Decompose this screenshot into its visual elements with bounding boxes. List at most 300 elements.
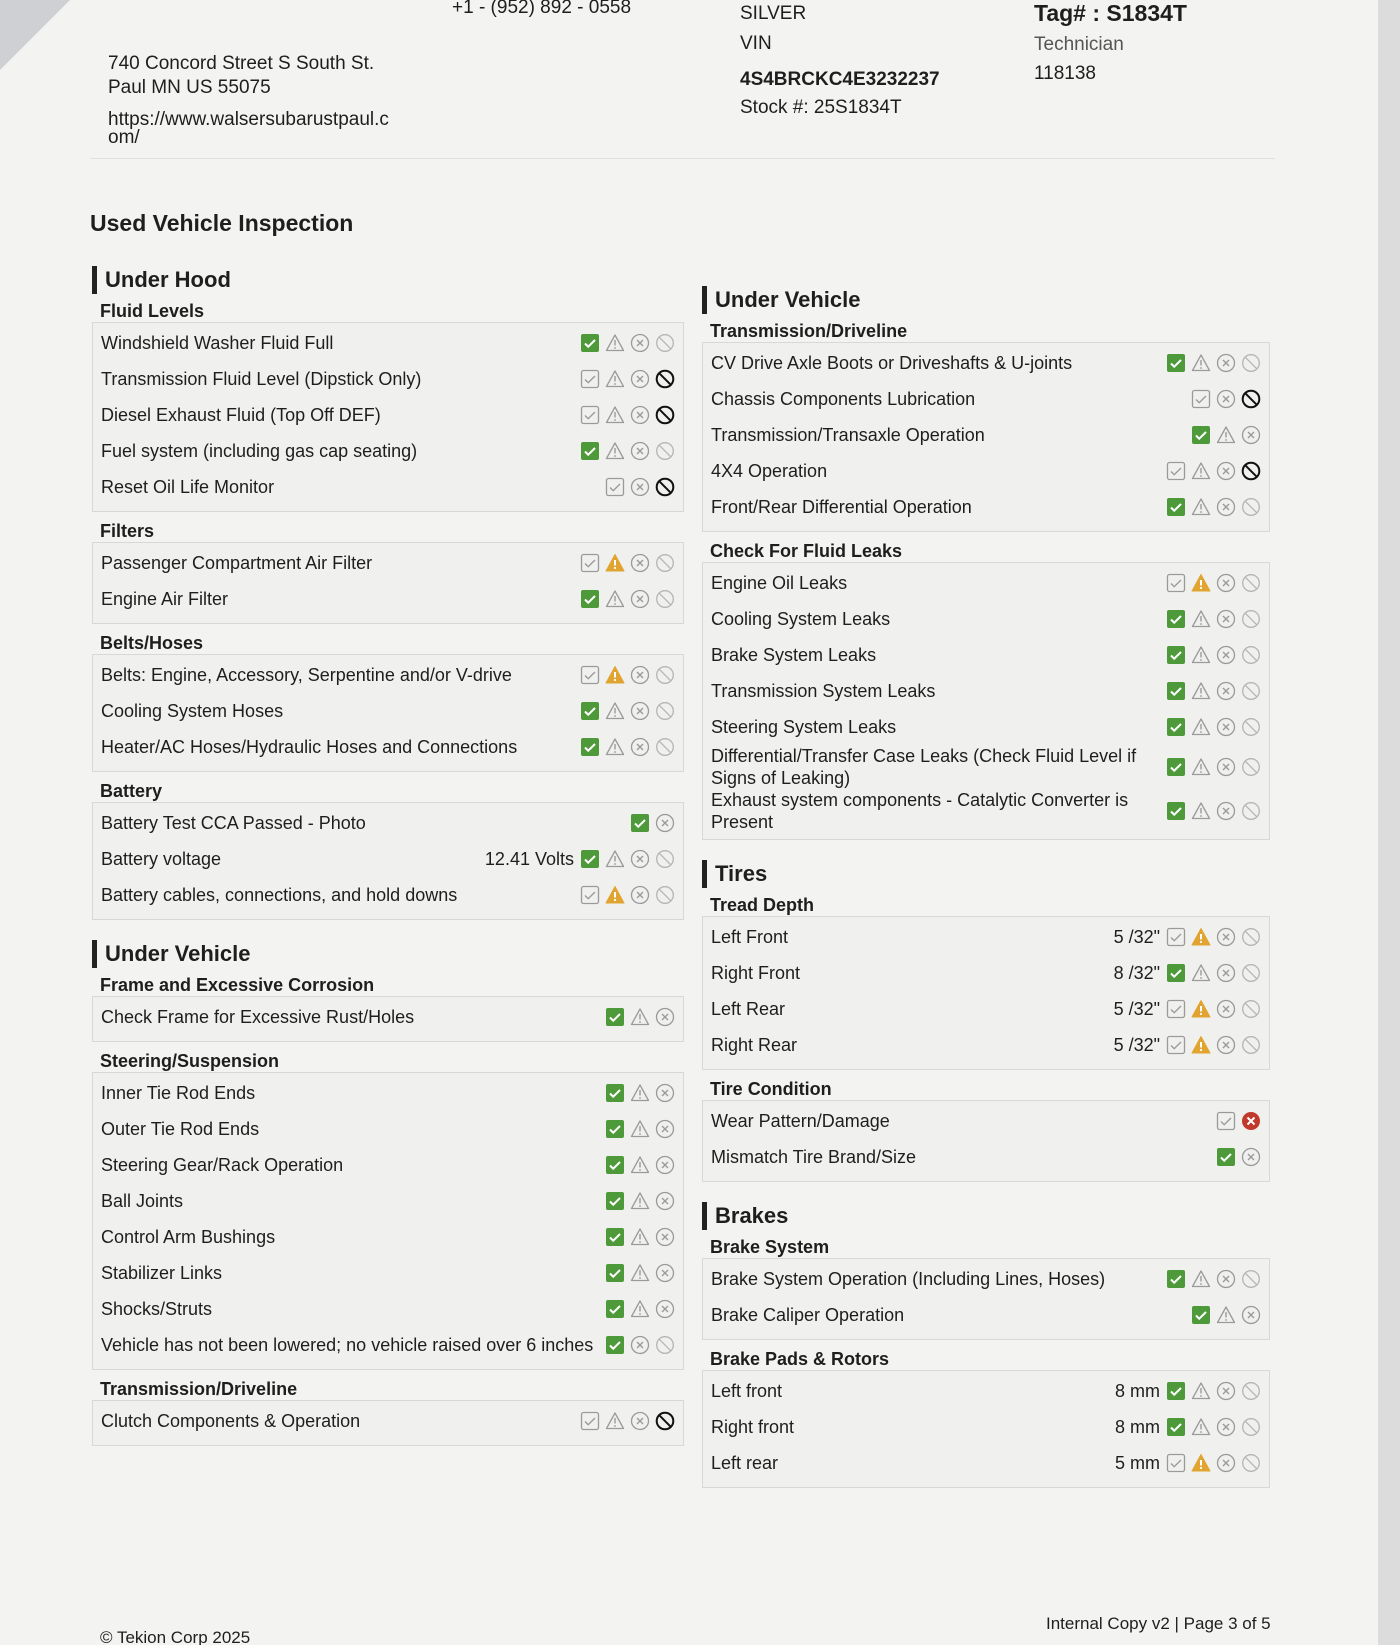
status-icons	[1166, 609, 1261, 629]
check-icon[interactable]	[580, 885, 600, 905]
check-icon[interactable]	[1191, 1305, 1211, 1325]
not-applicable-icon[interactable]	[1241, 609, 1261, 629]
item-label: Wear Pattern/Damage	[711, 1111, 890, 1131]
fail-icon[interactable]	[1216, 573, 1236, 593]
inspection-item-belts-engine-accessory-serpentine-and-or	[93, 657, 683, 693]
check-icon[interactable]	[580, 1411, 600, 1431]
check-icon[interactable]	[1166, 461, 1186, 481]
check-icon[interactable]	[1216, 1111, 1236, 1131]
warning-icon[interactable]	[1191, 1417, 1211, 1437]
check-icon[interactable]	[1166, 1269, 1186, 1289]
item-label: Steering System Leaks	[711, 717, 897, 737]
warning-icon[interactable]	[1191, 1381, 1211, 1401]
fail-icon[interactable]	[655, 1263, 675, 1283]
check-icon[interactable]	[605, 1227, 625, 1247]
inspection-item-inner-tie-rod-ends	[93, 1075, 683, 1111]
item-label: Engine Oil Leaks	[711, 573, 848, 593]
not-applicable-icon[interactable]	[1241, 645, 1261, 665]
inspection-item-cooling-system-leaks	[703, 601, 1269, 637]
check-icon[interactable]	[1216, 1147, 1236, 1167]
warning-icon[interactable]	[605, 885, 625, 905]
not-applicable-icon[interactable]	[1241, 999, 1261, 1019]
warning-icon[interactable]	[1216, 425, 1236, 445]
inspection-item-control-arm-bushings	[93, 1219, 683, 1255]
not-applicable-icon[interactable]	[655, 333, 675, 353]
inspection-item-battery-test-cca-passed-photo	[93, 805, 683, 841]
check-icon[interactable]	[605, 1335, 625, 1355]
item-label: Front/Rear Differential Operation	[711, 497, 972, 517]
status-icons	[605, 1191, 675, 1211]
inspection-item-right-front	[703, 1409, 1269, 1445]
section-title: Brakes	[702, 1202, 1270, 1230]
inspection-item-front-rear-differential-operation	[703, 489, 1269, 525]
fail-icon[interactable]	[1216, 963, 1236, 983]
warning-icon[interactable]	[1191, 801, 1211, 821]
warning-icon[interactable]	[605, 553, 625, 573]
inspection-item-chassis-components-lubrication	[703, 381, 1269, 417]
dealer-url-line1: https://www.walsersubarustpaul.c	[108, 109, 389, 130]
group-title-belts-hoses: Belts/Hoses	[100, 633, 204, 653]
status-icons	[1166, 717, 1261, 737]
item-measurement: 5 mm	[1115, 1453, 1160, 1473]
inspection-item-mismatch-tire-brand-size	[703, 1139, 1269, 1175]
not-applicable-icon[interactable]	[1241, 801, 1261, 821]
check-icon[interactable]	[1166, 353, 1186, 373]
fail-icon[interactable]	[1216, 1453, 1236, 1473]
not-applicable-icon[interactable]	[1241, 497, 1261, 517]
fail-icon[interactable]	[630, 553, 650, 573]
inspection-group	[702, 916, 1270, 1070]
fail-icon[interactable]	[1216, 497, 1236, 517]
warning-icon[interactable]	[1191, 645, 1211, 665]
warning-icon[interactable]	[605, 369, 625, 389]
group-title-steering-suspension: Steering/Suspension	[100, 1051, 280, 1071]
check-icon[interactable]	[1166, 717, 1186, 737]
item-measurement: 8 mm	[1115, 1417, 1160, 1437]
not-applicable-icon[interactable]	[1241, 1453, 1261, 1473]
warning-icon[interactable]	[1191, 999, 1211, 1019]
item-label: Stabilizer Links	[101, 1263, 223, 1283]
not-applicable-icon[interactable]	[655, 553, 675, 573]
fail-icon[interactable]	[655, 1191, 675, 1211]
item-label: Inner Tie Rod Ends	[101, 1083, 256, 1103]
check-icon[interactable]	[605, 1155, 625, 1175]
check-icon[interactable]	[580, 849, 600, 869]
inspection-item-diesel-exhaust-fluid-top-off-def	[93, 397, 683, 433]
warning-icon[interactable]	[1191, 927, 1211, 947]
fail-icon[interactable]	[1216, 999, 1236, 1019]
inspection-item-steering-gear-rack-operation	[93, 1147, 683, 1183]
group-title-brake-pads-rotors: Brake Pads & Rotors	[710, 1349, 890, 1369]
warning-icon[interactable]	[1191, 1269, 1211, 1289]
item-measurement: 8 /32"	[1113, 963, 1160, 983]
status-icons	[1166, 801, 1261, 821]
warning-icon[interactable]	[1191, 717, 1211, 737]
warning-icon[interactable]	[605, 849, 625, 869]
inspection-item-engine-air-filter	[93, 581, 683, 617]
dealer-phone: +1 - (952) 892 - 0558	[452, 0, 632, 18]
section-title: Under Vehicle	[92, 940, 684, 968]
check-icon[interactable]	[580, 333, 600, 353]
check-icon[interactable]	[1166, 681, 1186, 701]
fail-icon[interactable]	[1216, 461, 1236, 481]
not-applicable-icon[interactable]	[655, 1411, 675, 1431]
check-icon[interactable]	[605, 1299, 625, 1319]
fail-icon[interactable]	[1216, 1035, 1236, 1055]
inspection-group	[92, 322, 684, 512]
warning-icon[interactable]	[630, 1227, 650, 1247]
inspection-item-shocks-struts	[93, 1291, 683, 1327]
warning-icon[interactable]	[605, 1411, 625, 1431]
warning-icon[interactable]	[1191, 461, 1211, 481]
not-applicable-icon[interactable]	[655, 701, 675, 721]
item-label: Cooling System Leaks	[711, 609, 891, 629]
not-applicable-icon[interactable]	[655, 405, 675, 425]
fail-icon[interactable]	[655, 1007, 675, 1027]
item-label: Right front	[711, 1417, 795, 1437]
check-icon[interactable]	[605, 1007, 625, 1027]
vehicle-color: SILVER	[740, 3, 807, 24]
warning-icon[interactable]	[630, 1119, 650, 1139]
inspection-group	[702, 1100, 1270, 1182]
fail-icon[interactable]	[1216, 757, 1236, 777]
check-icon[interactable]	[580, 589, 600, 609]
status-icons	[605, 1263, 675, 1283]
warning-icon[interactable]	[630, 1083, 650, 1103]
item-label: 4X4 Operation	[711, 461, 828, 481]
item-label: Mismatch Tire Brand/Size	[711, 1147, 917, 1167]
inspection-group	[702, 1370, 1270, 1488]
status-icons	[630, 813, 675, 833]
warning-icon[interactable]	[1191, 609, 1211, 629]
check-icon[interactable]	[1166, 1381, 1186, 1401]
fail-icon[interactable]	[1241, 1111, 1261, 1131]
item-measurement: 5 /32"	[1113, 1035, 1160, 1055]
status-icons	[605, 1299, 675, 1319]
check-icon[interactable]	[605, 1119, 625, 1139]
item-label: Chassis Components Lubrication	[711, 389, 976, 409]
check-icon[interactable]	[580, 553, 600, 573]
group-title-fluid-levels: Fluid Levels	[100, 301, 205, 321]
fail-icon[interactable]	[630, 1411, 650, 1431]
not-applicable-icon[interactable]	[1241, 573, 1261, 593]
status-icons	[1216, 1147, 1261, 1167]
inspection-item-left-rear	[703, 1445, 1269, 1481]
inspection-item-engine-oil-leaks	[703, 565, 1269, 601]
inspection-item-transmission-system-leaks	[703, 673, 1269, 709]
inspection-item-right-rear	[703, 1027, 1269, 1063]
fail-icon[interactable]	[1216, 1381, 1236, 1401]
not-applicable-icon[interactable]	[1241, 1269, 1261, 1289]
inspection-group	[702, 562, 1270, 840]
not-applicable-icon[interactable]	[655, 1335, 675, 1355]
inspection-item-brake-system-operation-including-lines-h	[703, 1261, 1269, 1297]
check-icon[interactable]	[605, 1083, 625, 1103]
warning-icon[interactable]	[1191, 573, 1211, 593]
fail-icon[interactable]	[1216, 353, 1236, 373]
check-icon[interactable]	[1191, 425, 1211, 445]
check-icon[interactable]	[580, 701, 600, 721]
warning-icon[interactable]	[630, 1155, 650, 1175]
status-icons	[580, 737, 675, 757]
check-icon[interactable]	[1166, 573, 1186, 593]
inspection-item-exhaust-system-components-catalytic-conv	[703, 789, 1269, 833]
not-applicable-icon[interactable]	[1241, 1035, 1261, 1055]
fail-icon[interactable]	[655, 1119, 675, 1139]
status-icons	[605, 1119, 675, 1139]
status-icons	[605, 1155, 675, 1175]
item-label: Left rear	[711, 1453, 779, 1473]
fail-icon[interactable]	[1216, 609, 1236, 629]
technician-id: 118138	[1034, 63, 1096, 84]
item-label: Steering Gear/Rack Operation	[101, 1155, 344, 1175]
item-label: Battery cables, connections, and hold downs	[101, 885, 458, 905]
fail-icon[interactable]	[630, 849, 650, 869]
item-label: Diesel Exhaust Fluid (Top Off DEF)	[101, 405, 381, 425]
not-applicable-icon[interactable]	[1241, 353, 1261, 373]
section-title: Tires	[702, 860, 1270, 888]
fail-icon[interactable]	[1216, 1417, 1236, 1437]
item-label: Heater/AC Hoses/Hydraulic Hoses and Connections	[101, 737, 518, 757]
inspection-item-transmission-fluid-level-dipstick-only	[93, 361, 683, 397]
status-icons	[580, 701, 675, 721]
document-title: Used Vehicle Inspection	[90, 210, 354, 236]
warning-icon[interactable]	[630, 1299, 650, 1319]
check-icon[interactable]	[605, 1263, 625, 1283]
inspection-item-steering-system-leaks	[703, 709, 1269, 745]
check-icon[interactable]	[580, 441, 600, 461]
not-applicable-icon[interactable]	[1241, 717, 1261, 737]
fail-icon[interactable]	[655, 1155, 675, 1175]
check-icon[interactable]	[1191, 389, 1211, 409]
fail-icon[interactable]	[655, 813, 675, 833]
warning-icon[interactable]	[1191, 1453, 1211, 1473]
status-icons	[605, 1335, 675, 1355]
warning-icon[interactable]	[1191, 1035, 1211, 1055]
warning-icon[interactable]	[1191, 353, 1211, 373]
not-applicable-icon[interactable]	[655, 589, 675, 609]
item-label: Check Frame for Excessive Rust/Holes	[101, 1007, 415, 1027]
status-icons	[1166, 1269, 1261, 1289]
not-applicable-icon[interactable]	[1241, 461, 1261, 481]
status-icons	[1191, 389, 1261, 409]
status-icons	[1216, 1111, 1261, 1131]
tag-number: Tag# : S1834T	[1034, 0, 1187, 26]
warning-icon[interactable]	[605, 441, 625, 461]
fail-icon[interactable]	[630, 1335, 650, 1355]
group-title-tire-condition: Tire Condition	[710, 1079, 832, 1099]
fail-icon[interactable]	[655, 1227, 675, 1247]
fail-icon[interactable]	[1216, 645, 1236, 665]
inspection-item-fuel-system-including-gas-cap-seating	[93, 433, 683, 469]
status-icons	[1191, 425, 1261, 445]
check-icon[interactable]	[1166, 963, 1186, 983]
fail-icon[interactable]	[630, 701, 650, 721]
warning-icon[interactable]	[605, 701, 625, 721]
item-label: Engine Air Filter	[101, 589, 229, 609]
item-label: Outer Tie Rod Ends	[101, 1119, 260, 1139]
warning-icon[interactable]	[605, 589, 625, 609]
inspection-item-left-front	[703, 1373, 1269, 1409]
status-icons	[1166, 681, 1261, 701]
warning-icon[interactable]	[630, 1191, 650, 1211]
item-label: Passenger Compartment Air Filter	[101, 553, 373, 573]
inspection-item-stabilizer-links	[93, 1255, 683, 1291]
status-icons	[605, 1083, 675, 1103]
page-corner	[0, 0, 70, 70]
check-icon[interactable]	[605, 477, 625, 497]
status-icons	[580, 589, 675, 609]
inspection-item-windshield-washer-fluid-full	[93, 325, 683, 361]
warning-icon[interactable]	[1191, 497, 1211, 517]
check-icon[interactable]	[580, 405, 600, 425]
check-icon[interactable]	[580, 737, 600, 757]
inspection-item-wear-pattern-damage	[703, 1103, 1269, 1139]
section-under-vehicle	[702, 286, 1270, 840]
check-icon[interactable]	[605, 1191, 625, 1211]
check-icon[interactable]	[630, 813, 650, 833]
inspection-item-cooling-system-hoses	[93, 693, 683, 729]
inspection-group	[92, 654, 684, 772]
item-label: Transmission Fluid Level (Dipstick Only)	[101, 369, 422, 389]
not-applicable-icon[interactable]	[1241, 389, 1261, 409]
fail-icon[interactable]	[1216, 717, 1236, 737]
fail-icon[interactable]	[1216, 801, 1236, 821]
status-icons	[605, 1227, 675, 1247]
not-applicable-icon[interactable]	[1241, 1381, 1261, 1401]
check-icon[interactable]	[1166, 801, 1186, 821]
item-measurement: 12.41 Volts	[484, 849, 574, 869]
warning-icon[interactable]	[605, 737, 625, 757]
inspection-group	[92, 996, 684, 1042]
item-label: Control Arm Bushings	[101, 1227, 276, 1247]
item-label: Battery Test CCA Passed - Photo	[101, 813, 366, 833]
inspection-item-heater-ac-hoses-hydraulic-hoses-and-conn	[93, 729, 683, 765]
fail-icon[interactable]	[630, 885, 650, 905]
inspection-item-ball-joints	[93, 1183, 683, 1219]
not-applicable-icon[interactable]	[655, 477, 675, 497]
warning-icon[interactable]	[605, 665, 625, 685]
fail-icon[interactable]	[1216, 927, 1236, 947]
item-measurement: 5 /32"	[1113, 999, 1160, 1019]
item-label: Belts: Engine, Accessory, Serpentine and/or V-drive	[101, 665, 512, 685]
fail-icon[interactable]	[1241, 1147, 1261, 1167]
item-label: Brake Caliper Operation	[711, 1305, 905, 1325]
status-icons	[580, 885, 675, 905]
warning-icon[interactable]	[1191, 757, 1211, 777]
item-label: Battery voltage	[101, 849, 222, 869]
status-icons	[1166, 1035, 1261, 1055]
fail-icon[interactable]	[630, 369, 650, 389]
fail-icon[interactable]	[1241, 1305, 1261, 1325]
status-icons	[605, 1007, 675, 1027]
check-icon[interactable]	[1166, 645, 1186, 665]
status-icons	[1166, 927, 1261, 947]
fail-icon[interactable]	[1241, 425, 1261, 445]
not-applicable-icon[interactable]	[655, 737, 675, 757]
fail-icon[interactable]	[655, 1299, 675, 1319]
fail-icon[interactable]	[630, 665, 650, 685]
not-applicable-icon[interactable]	[655, 441, 675, 461]
left-column	[92, 266, 684, 1466]
item-label: Left Front	[711, 927, 789, 947]
not-applicable-icon[interactable]	[655, 885, 675, 905]
not-applicable-icon[interactable]	[1241, 927, 1261, 947]
fail-icon[interactable]	[630, 737, 650, 757]
warning-icon[interactable]	[630, 1263, 650, 1283]
status-icons	[605, 477, 675, 497]
item-label: Left Rear	[711, 999, 786, 1019]
not-applicable-icon[interactable]	[1241, 681, 1261, 701]
inspection-group	[702, 1258, 1270, 1340]
check-icon[interactable]	[1166, 999, 1186, 1019]
not-applicable-icon[interactable]	[655, 665, 675, 685]
check-icon[interactable]	[1166, 609, 1186, 629]
status-icons	[580, 1411, 675, 1431]
check-icon[interactable]	[1166, 757, 1186, 777]
fail-icon[interactable]	[1216, 681, 1236, 701]
warning-icon[interactable]	[1216, 1305, 1236, 1325]
fail-icon[interactable]	[630, 441, 650, 461]
warning-icon[interactable]	[605, 333, 625, 353]
section-under-hood	[92, 266, 684, 920]
right-column	[702, 286, 1270, 1508]
not-applicable-icon[interactable]	[655, 849, 675, 869]
not-applicable-icon[interactable]	[1241, 757, 1261, 777]
check-icon[interactable]	[1166, 927, 1186, 947]
check-icon[interactable]	[1166, 497, 1186, 517]
check-icon[interactable]	[1166, 1453, 1186, 1473]
item-label: Clutch Components & Operation	[101, 1411, 361, 1431]
status-icons	[580, 333, 675, 353]
item-label: Vehicle has not been lowered; no vehicle raised over 6 inches	[101, 1335, 594, 1355]
inspection-item-4x4-operation	[703, 453, 1269, 489]
item-label: Transmission System Leaks	[711, 681, 936, 701]
check-icon[interactable]	[580, 665, 600, 685]
fail-icon[interactable]	[655, 1083, 675, 1103]
status-icons	[1166, 757, 1261, 777]
not-applicable-icon[interactable]	[1241, 1417, 1261, 1437]
fail-icon[interactable]	[1216, 1269, 1236, 1289]
vin-label: VIN	[740, 33, 772, 54]
footer-page-info: Internal Copy v2 | Page 3 of 5	[1046, 1614, 1271, 1633]
check-icon[interactable]	[580, 369, 600, 389]
warning-icon[interactable]	[1191, 963, 1211, 983]
item-label: Left front	[711, 1381, 783, 1401]
check-icon[interactable]	[1166, 1035, 1186, 1055]
warning-icon[interactable]	[1191, 681, 1211, 701]
fail-icon[interactable]	[630, 405, 650, 425]
not-applicable-icon[interactable]	[1241, 963, 1261, 983]
fail-icon[interactable]	[630, 333, 650, 353]
inspection-item-reset-oil-life-monitor	[93, 469, 683, 505]
group-title-transmission-driveline: Transmission/Driveline	[100, 1379, 298, 1399]
item-label: Shocks/Struts	[101, 1299, 213, 1319]
inspection-group	[92, 1072, 684, 1370]
fail-icon[interactable]	[630, 477, 650, 497]
warning-icon[interactable]	[605, 405, 625, 425]
warning-icon[interactable]	[630, 1007, 650, 1027]
status-icons	[1166, 353, 1261, 373]
stock-number: Stock #: 25S1834T	[740, 97, 902, 118]
inspection-item-left-rear	[703, 991, 1269, 1027]
fail-icon[interactable]	[630, 589, 650, 609]
fail-icon[interactable]	[1216, 389, 1236, 409]
not-applicable-icon[interactable]	[655, 369, 675, 389]
check-icon[interactable]	[1166, 1417, 1186, 1437]
item-label: Right Rear	[711, 1035, 798, 1055]
section-under-vehicle	[92, 940, 684, 1446]
